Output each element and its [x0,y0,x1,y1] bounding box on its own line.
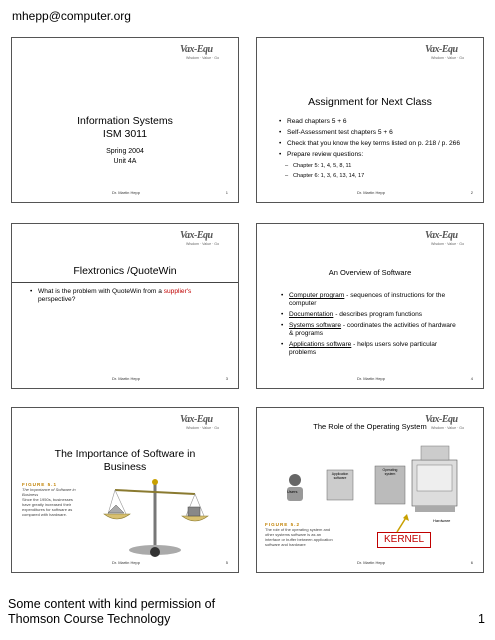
page-footer [8,597,215,627]
bullet: • Check that you know the key terms listed on p. 218 / p. 266 [279,140,469,148]
figure-caption: FIGURE 5.1 The Importance of Software in Business Since the 1950s, businesses have greatly increased their expenditures for software as compared with hardware. [22,482,76,517]
bullet-list [30,288,210,307]
highlight-text: supplier's [163,288,192,295]
slide-author: Dr. Martin Hepp [357,560,386,565]
slide-2 [256,37,484,203]
slide-subtitle-line-1: Spring 2004 [106,148,144,155]
slide-title-line-2: Business [103,461,147,473]
slide-author: Dr. Martin Hepp [112,560,141,565]
logo: Vax-Equ Wisdom · Value · Go [425,230,465,246]
slide-author: Dr. Martin Hepp [112,190,141,195]
bullet-list [281,292,461,360]
logo: Vax-Equ Wisdom · Value · Go [180,44,220,60]
label-app-software: Application software [331,472,349,480]
slide-4 [256,223,484,389]
slide-author: Dr. Martin Hepp [112,376,141,381]
slide-title: Assignment for Next Class [308,96,432,108]
balance-scale-illustration [100,474,210,558]
slide-author: Dr. Martin Hepp [357,376,386,381]
bullet: • Applications software - helps users solve particular problems [281,341,461,357]
kernel-arrow [395,512,411,534]
slide-subtitle-line-2: Unit 4A [113,158,137,165]
sub-bullet: – Chapter 5: 1, 4, 5, 8, 11 [279,162,469,170]
slide-number: 3 [225,376,228,381]
slide-title-line-1: Information Systems [77,115,173,127]
logo: Vax-Equ Wisdom · Value · Go [180,230,220,246]
logo: Vax-Equ Wisdom · Value · Go [425,44,465,60]
slide-5 [11,407,239,573]
label-operating-system: Operating system [382,468,398,476]
logo: Vax-Equ Wisdom · Value · Go [180,414,220,430]
slide-3 [11,223,239,389]
bullet: • Self-Assessment test chapters 5 + 6 [279,129,469,137]
bullet-list [279,118,469,182]
figure-caption: FIGURE 5.2 The role of the operating system and other systems software is as an interface or buffer between application software and hardware [265,522,333,547]
slide-number: 5 [225,560,228,565]
bullet: • Read chapters 5 + 6 [279,118,469,126]
bullet: • What is the problem with QuoteWin from a supplier's perspective? [30,288,210,304]
slide-number: 4 [470,376,473,381]
bullet: • Systems software - coordinates the activities of hardware & programs [281,322,461,338]
logo: Vax-Equ Wisdom · Value · Go [425,414,465,430]
slide-number: 2 [470,190,473,195]
slide-6 [256,407,484,573]
label-users: Users [287,489,298,494]
bullet: • Prepare review questions: [279,151,469,159]
footer-line-2: Thomson Course Technology [8,612,171,626]
slide-title-line-2: ISM 3011 [102,128,148,140]
kernel-label: KERNEL [377,532,431,548]
slide-title-line-1: The Importance of Software in [54,448,196,460]
page-number: 1 [478,612,485,626]
slide-number: 6 [470,560,473,565]
bullet: • Documentation - describes program functions [281,311,461,319]
slide-title: An Overview of Software [328,268,412,277]
slide-1 [11,37,239,203]
sub-bullet: – Chapter 6: 1, 3, 6, 13, 14, 17 [279,172,469,180]
bullet: • Computer program - sequences of instructions for the computer [281,292,461,308]
slide-author: Dr. Martin Hepp [357,190,386,195]
slide-title: Flextronics /QuoteWin [73,265,177,277]
slide-title: The Role of the Operating System [313,422,427,431]
label-hardware: Hardware [433,518,451,523]
slide-number: 1 [225,190,228,195]
title-rule [12,282,238,283]
page-header: mhepp@computer.org [12,9,131,23]
footer-line-1: Some content with kind permission of [8,597,216,611]
